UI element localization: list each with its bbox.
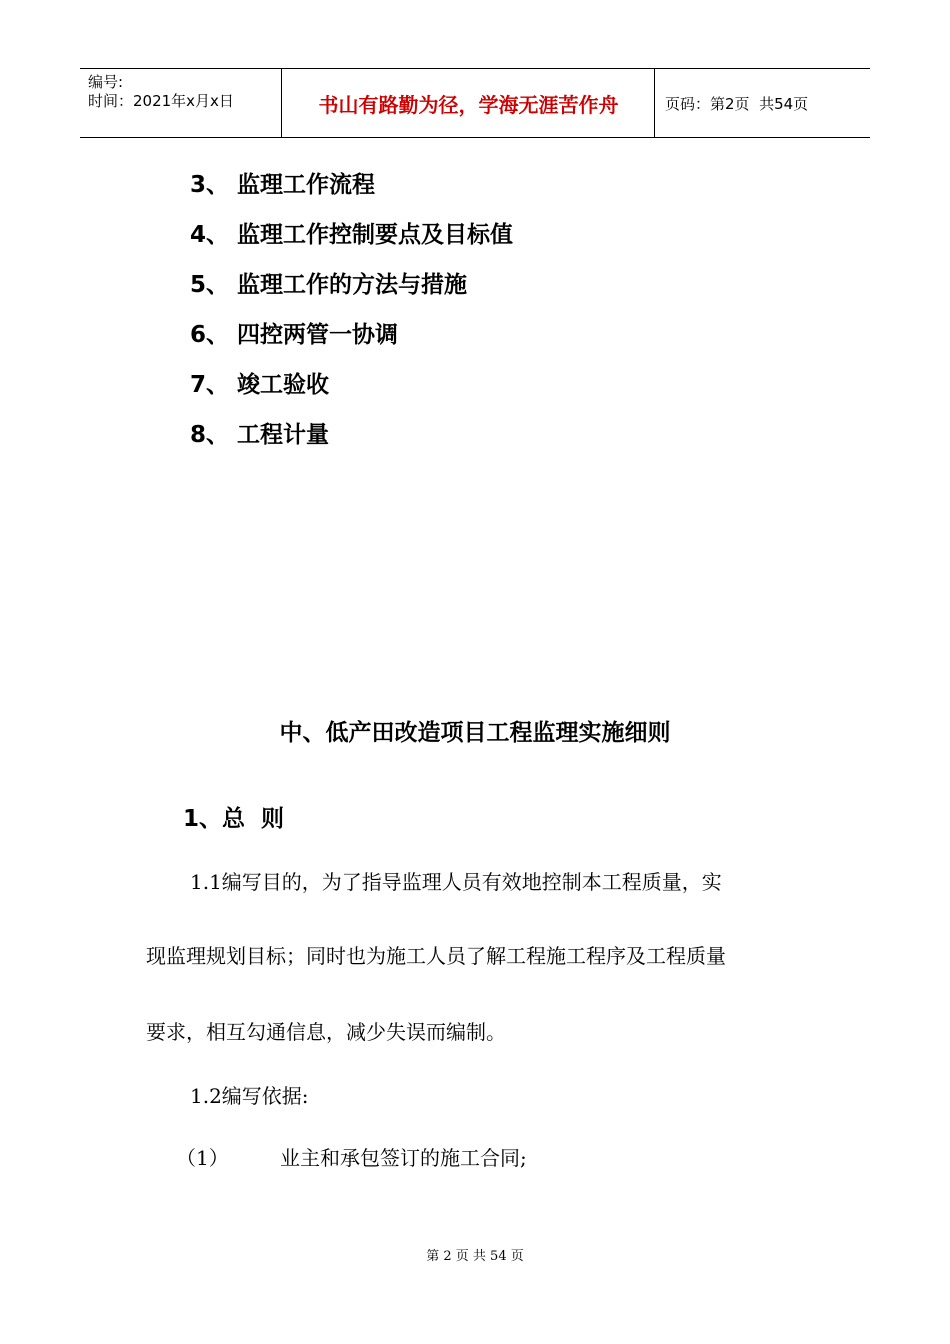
toc-item: 7、 竣工验收 [190, 372, 330, 398]
header-table [80, 68, 870, 138]
number-label: 编号: [88, 73, 124, 91]
page-footer: 第 2 页 共 54 页 [426, 1249, 524, 1264]
page-info: 页码：第2页 共54页 [665, 94, 809, 113]
paragraph-line: 要求，相互勾通信息，减少失误而编制。 [146, 1020, 506, 1044]
document-title: 中、低产田改造项目工程监理实施细则 [279, 720, 671, 746]
header-motto: 书山有路勤为径，学海无涯苦作舟 [283, 69, 655, 137]
time-label: 时间：2021年x月x日 [88, 92, 234, 110]
section-heading: 1、总 则 [183, 806, 285, 832]
toc-item: 8、 工程计量 [190, 422, 330, 448]
toc-item: 5、 监理工作的方法与措施 [190, 272, 468, 298]
toc-item: 4、 监理工作控制要点及目标值 [190, 222, 514, 248]
header-page-info-cell [655, 69, 870, 137]
paragraph-line: 1.2编写依据: [190, 1084, 309, 1108]
toc-item: 6、 四控两管一协调 [190, 322, 399, 348]
paragraph-line: 现监理规划目标；同时也为施工人员了解工程施工程序及工程质量 [146, 944, 726, 968]
list-text: 业主和承包签订的施工合同; [280, 1146, 527, 1170]
toc-item: 3、 监理工作流程 [190, 172, 376, 198]
paragraph-line: 1.1编写目的，为了指导监理人员有效地控制本工程质量，实 [190, 870, 722, 894]
list-number: （1） [176, 1146, 229, 1170]
header-meta-cell [80, 69, 282, 137]
toc-list [190, 166, 513, 466]
